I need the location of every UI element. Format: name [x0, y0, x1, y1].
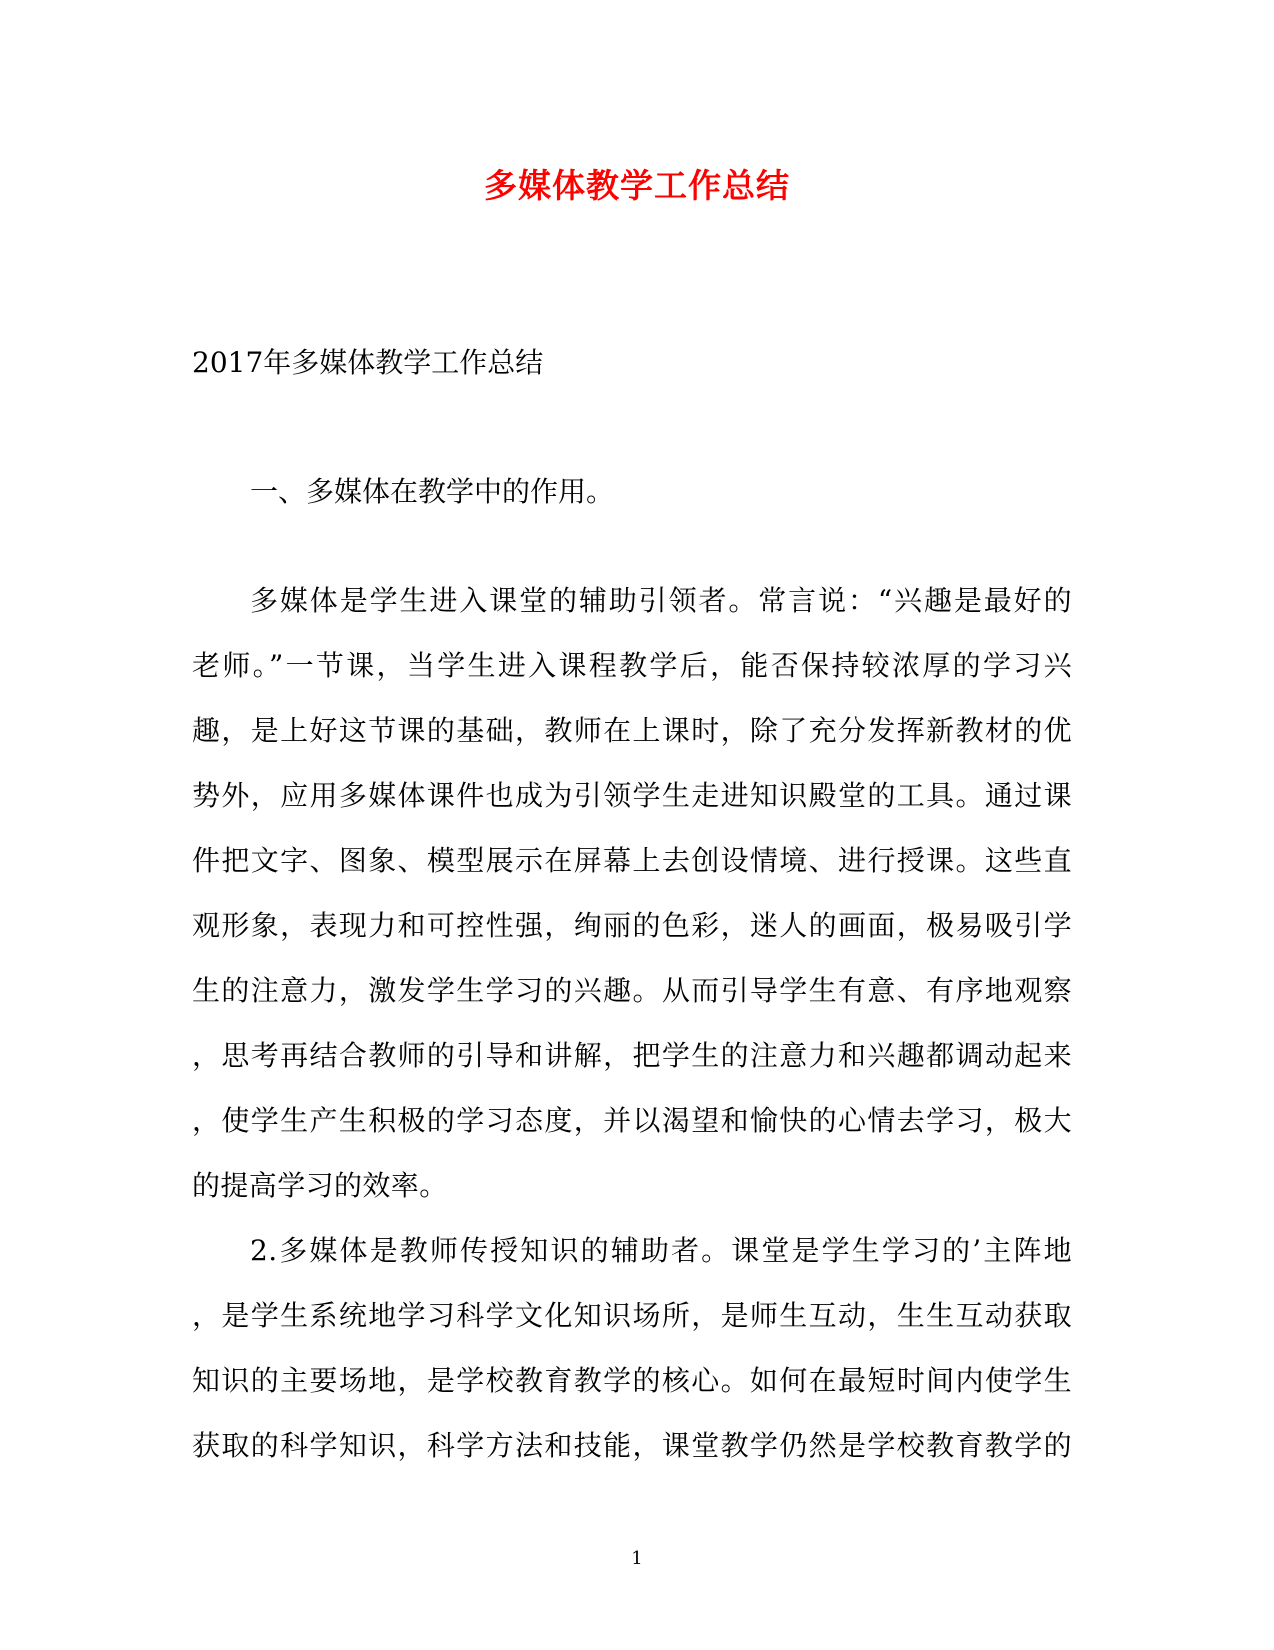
paragraph-line: 势外，应用多媒体课件也成为引领学生走进知识殿堂的工具。通过课 [192, 779, 1072, 812]
paragraph-1 [192, 568, 1072, 1218]
document-subtitle: 2017年多媒体教学工作总结 [192, 346, 544, 379]
paragraph-line: 生的注意力，激发学生学习的兴趣。从而引导学生有意、有序地观察 [192, 974, 1072, 1007]
document-title: 多媒体教学工作总结 [484, 166, 790, 205]
paragraph-line: 多媒体是学生进入课堂的辅助引领者。常言说：“兴趣是最好的 [250, 584, 1072, 617]
paragraph-line: 2.多媒体是教师传授知识的辅助者。课堂是学生学习的’主阵地 [250, 1234, 1072, 1267]
paragraph-2 [192, 1218, 1072, 1478]
paragraph-line: 老师。”一节课，当学生进入课程教学后，能否保持较浓厚的学习兴 [192, 649, 1072, 682]
paragraph-line: 的提高学习的效率。 [192, 1169, 448, 1202]
page-number: 1 [631, 1548, 643, 1569]
paragraph-line: 趣，是上好这节课的基础，教师在上课时，除了充分发挥新教材的优 [192, 714, 1072, 747]
paragraph-line: ，是学生系统地学习科学文化知识场所，是师生互动，生生互动获取 [192, 1299, 1072, 1332]
paragraph-line: ，思考再结合教师的引导和讲解，把学生的注意力和兴趣都调动起来 [192, 1039, 1072, 1072]
paragraph-line: ，使学生产生积极的学习态度，并以渴望和愉快的心情去学习，极大 [192, 1104, 1072, 1137]
paragraph-line: 知识的主要场地，是学校教育教学的核心。如何在最短时间内使学生 [192, 1364, 1072, 1397]
paragraph-line: 件把文字、图象、模型展示在屏幕上去创设情境、进行授课。这些直 [192, 844, 1072, 877]
paragraph-line: 获取的科学知识，科学方法和技能，课堂教学仍然是学校教育教学的 [192, 1429, 1072, 1462]
section-heading: 一、多媒体在教学中的作用。 [250, 475, 615, 508]
paragraph-line: 观形象，表现力和可控性强，绚丽的色彩，迷人的画面，极易吸引学 [192, 909, 1072, 942]
